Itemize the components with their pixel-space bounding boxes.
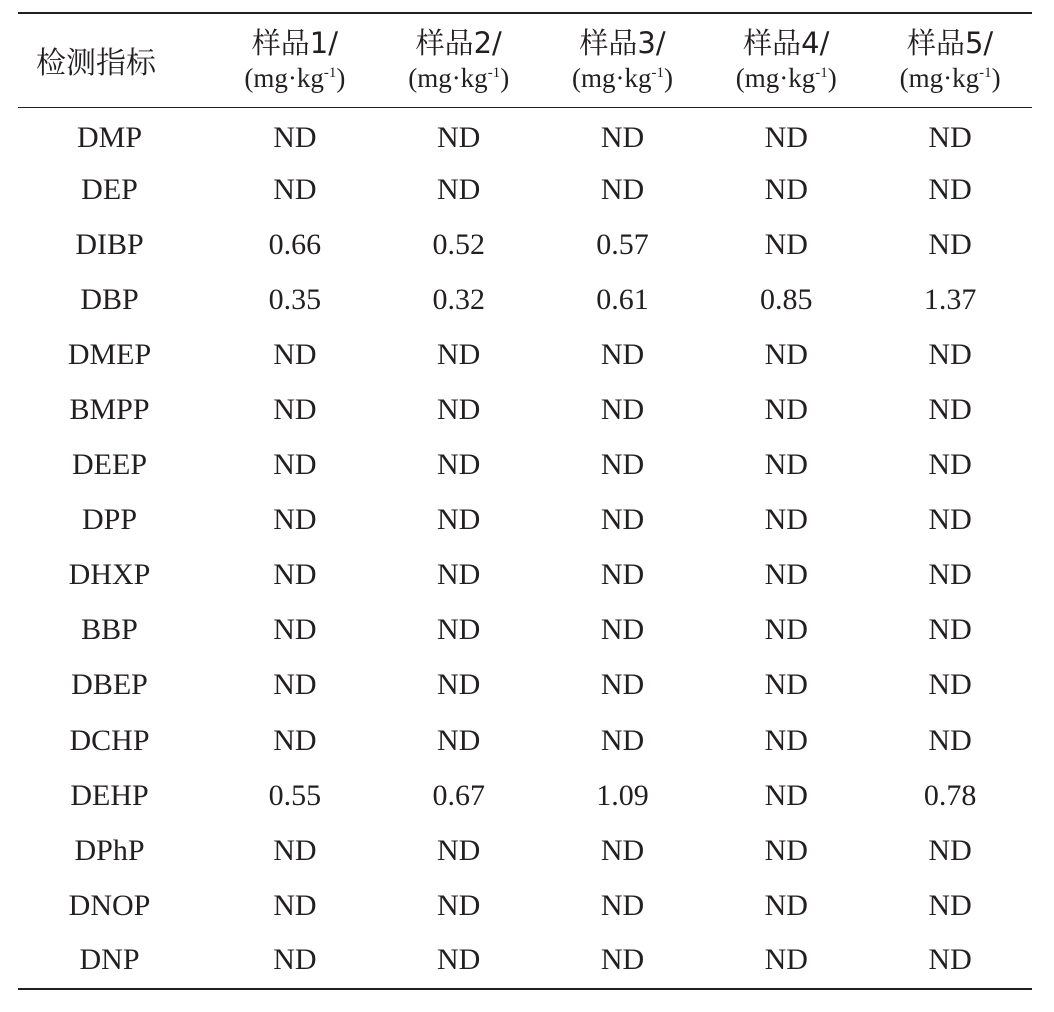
unit-close: ) xyxy=(663,63,673,94)
cell-sample-3: 0.57 xyxy=(596,227,649,261)
row-indicator: BBP xyxy=(81,613,138,647)
cell-sample-3: ND xyxy=(600,558,645,592)
table-row xyxy=(18,438,1032,493)
cell-sample-1: ND xyxy=(273,888,317,922)
table-row xyxy=(18,878,1032,933)
cell-sample-2: ND xyxy=(437,723,481,757)
cell-sample-4: ND xyxy=(764,227,808,261)
unit-exponent: -1 xyxy=(815,65,828,82)
table-row xyxy=(18,823,1032,878)
sample-unit xyxy=(213,61,377,95)
row-indicator: DBP xyxy=(80,282,139,316)
cell-sample-2: ND xyxy=(437,337,481,371)
sample-unit xyxy=(541,61,705,95)
cell-sample-5: ND xyxy=(928,337,972,371)
row-indicator: DBEP xyxy=(71,668,148,702)
row-indicator: DEHP xyxy=(70,778,149,812)
cell-sample-3: ND xyxy=(600,723,645,757)
unit-exponent: -1 xyxy=(487,65,501,82)
cell-sample-2: ND xyxy=(437,943,481,977)
sample-name: 样品3/ xyxy=(579,26,666,61)
row-indicator: DNOP xyxy=(68,888,151,922)
row-indicator: DPhP xyxy=(74,833,145,867)
cell-sample-5: ND xyxy=(928,558,972,592)
header-sample-5 xyxy=(868,13,1032,107)
cell-sample-4: ND xyxy=(764,943,808,977)
cell-sample-2: ND xyxy=(437,120,481,154)
table-row xyxy=(18,382,1032,437)
cell-sample-1: ND xyxy=(273,120,317,154)
cell-sample-3: ND xyxy=(600,943,645,977)
cell-sample-4: ND xyxy=(764,120,808,154)
cell-sample-5: ND xyxy=(928,723,972,757)
cell-sample-4: 0.85 xyxy=(760,282,813,316)
cell-sample-5: ND xyxy=(928,943,972,977)
cell-sample-4: ND xyxy=(764,778,808,812)
header-sample-1 xyxy=(213,13,377,107)
row-indicator: DIBP xyxy=(75,227,144,261)
row-indicator: DPP xyxy=(81,503,138,537)
unit-exponent: -1 xyxy=(323,65,337,82)
cell-sample-1: ND xyxy=(273,943,317,977)
header-sample-3 xyxy=(541,13,705,107)
table-row xyxy=(18,162,1032,217)
cell-sample-5: ND xyxy=(928,503,972,537)
cell-sample-1: 0.66 xyxy=(268,227,322,261)
cell-sample-1: 0.35 xyxy=(268,282,322,316)
cell-sample-2: ND xyxy=(437,613,481,647)
table-row xyxy=(18,713,1032,768)
cell-sample-2: 0.52 xyxy=(432,227,485,261)
unit-text: (mg·kg xyxy=(408,63,488,94)
row-indicator: DEEP xyxy=(72,448,147,482)
row-indicator: DNP xyxy=(79,943,140,977)
sample-name: 样品5/ xyxy=(906,26,994,61)
cell-sample-3: ND xyxy=(600,393,645,427)
header-indicator: 检测指标 xyxy=(36,46,156,82)
cell-sample-3: ND xyxy=(600,668,645,702)
cell-sample-3: ND xyxy=(600,172,645,206)
cell-sample-3: 1.09 xyxy=(596,778,649,812)
sample-unit xyxy=(704,61,868,95)
unit-close: ) xyxy=(827,63,837,94)
sample-unit xyxy=(377,61,541,95)
unit-close: ) xyxy=(500,63,510,94)
cell-sample-4: ND xyxy=(764,668,808,702)
cell-sample-2: ND xyxy=(437,393,481,427)
cell-sample-1: ND xyxy=(273,503,317,537)
unit-close: ) xyxy=(991,63,1001,94)
cell-sample-1: ND xyxy=(273,558,317,592)
cell-sample-5: ND xyxy=(928,448,972,482)
cell-sample-2: ND xyxy=(437,558,481,592)
header-sample-2 xyxy=(377,13,541,107)
sample-unit xyxy=(868,61,1032,95)
sample-name: 样品4/ xyxy=(743,26,830,61)
cell-sample-5: ND xyxy=(928,668,972,702)
unit-text: (mg·kg xyxy=(735,63,816,94)
cell-sample-2: ND xyxy=(437,668,481,702)
cell-sample-5: ND xyxy=(928,833,972,867)
cell-sample-4: ND xyxy=(764,613,808,647)
cell-sample-4: ND xyxy=(764,723,808,757)
cell-sample-1: ND xyxy=(273,172,317,206)
cell-sample-2: ND xyxy=(437,448,481,482)
cell-sample-3: ND xyxy=(600,613,645,647)
header-row xyxy=(18,13,1032,107)
cell-sample-5: ND xyxy=(928,227,972,261)
cell-sample-1: ND xyxy=(273,833,317,867)
header-sample-4 xyxy=(704,13,868,107)
cell-sample-5: 1.37 xyxy=(923,282,977,316)
cell-sample-3: ND xyxy=(600,833,645,867)
cell-sample-1: ND xyxy=(273,723,317,757)
cell-sample-4: ND xyxy=(764,503,808,537)
unit-text: (mg·kg xyxy=(572,63,652,94)
unit-close: ) xyxy=(336,63,346,94)
cell-sample-2: ND xyxy=(437,888,481,922)
cell-sample-4: ND xyxy=(764,833,808,867)
cell-sample-4: ND xyxy=(764,337,808,371)
cell-sample-3: 0.61 xyxy=(596,282,649,316)
cell-sample-5: ND xyxy=(928,393,972,427)
cell-sample-4: ND xyxy=(764,558,808,592)
table-row xyxy=(18,933,1032,988)
cell-sample-3: ND xyxy=(600,448,645,482)
table-row xyxy=(18,327,1032,382)
cell-sample-5: ND xyxy=(928,120,972,154)
cell-sample-5: ND xyxy=(928,888,972,922)
cell-sample-2: ND xyxy=(437,172,481,206)
cell-sample-1: ND xyxy=(273,668,317,702)
table-row xyxy=(18,107,1032,162)
cell-sample-4: ND xyxy=(764,888,808,922)
table-row xyxy=(18,603,1032,658)
cell-sample-1: ND xyxy=(273,448,317,482)
table-row xyxy=(18,217,1032,272)
cell-sample-2: 0.32 xyxy=(432,282,485,316)
cell-sample-2: ND xyxy=(437,503,481,537)
unit-text: (mg·kg xyxy=(244,63,324,94)
table-row xyxy=(18,658,1032,713)
results-table-container xyxy=(18,12,1032,990)
cell-sample-1: ND xyxy=(273,613,317,647)
cell-sample-2: 0.67 xyxy=(432,778,485,812)
row-indicator: BMPP xyxy=(69,393,150,427)
table-body xyxy=(18,107,1032,989)
cell-sample-4: ND xyxy=(764,448,808,482)
sample-name: 样品2/ xyxy=(415,26,502,61)
results-table xyxy=(18,12,1032,990)
cell-sample-1: 0.55 xyxy=(268,778,322,812)
sample-name: 样品1/ xyxy=(251,26,339,61)
table-row xyxy=(18,493,1032,548)
row-indicator: DEP xyxy=(81,172,138,206)
cell-sample-1: ND xyxy=(273,393,317,427)
unit-exponent: -1 xyxy=(979,65,992,82)
cell-sample-5: 0.78 xyxy=(923,778,977,812)
cell-sample-5: ND xyxy=(928,613,972,647)
cell-sample-3: ND xyxy=(600,888,645,922)
cell-sample-4: ND xyxy=(764,393,808,427)
row-indicator: DMEP xyxy=(67,337,152,371)
cell-sample-2: ND xyxy=(437,833,481,867)
unit-exponent: -1 xyxy=(651,65,664,82)
row-indicator: DMP xyxy=(76,120,143,154)
cell-sample-1: ND xyxy=(273,337,317,371)
cell-sample-3: ND xyxy=(600,503,645,537)
table-row xyxy=(18,768,1032,823)
cell-sample-3: ND xyxy=(600,120,645,154)
cell-sample-3: ND xyxy=(600,337,645,371)
table-row xyxy=(18,272,1032,327)
cell-sample-5: ND xyxy=(928,172,972,206)
cell-sample-4: ND xyxy=(764,172,808,206)
table-row xyxy=(18,548,1032,603)
table-header xyxy=(18,13,1032,107)
unit-text: (mg·kg xyxy=(899,63,980,94)
row-indicator: DHXP xyxy=(68,558,151,592)
row-indicator: DCHP xyxy=(69,723,150,757)
